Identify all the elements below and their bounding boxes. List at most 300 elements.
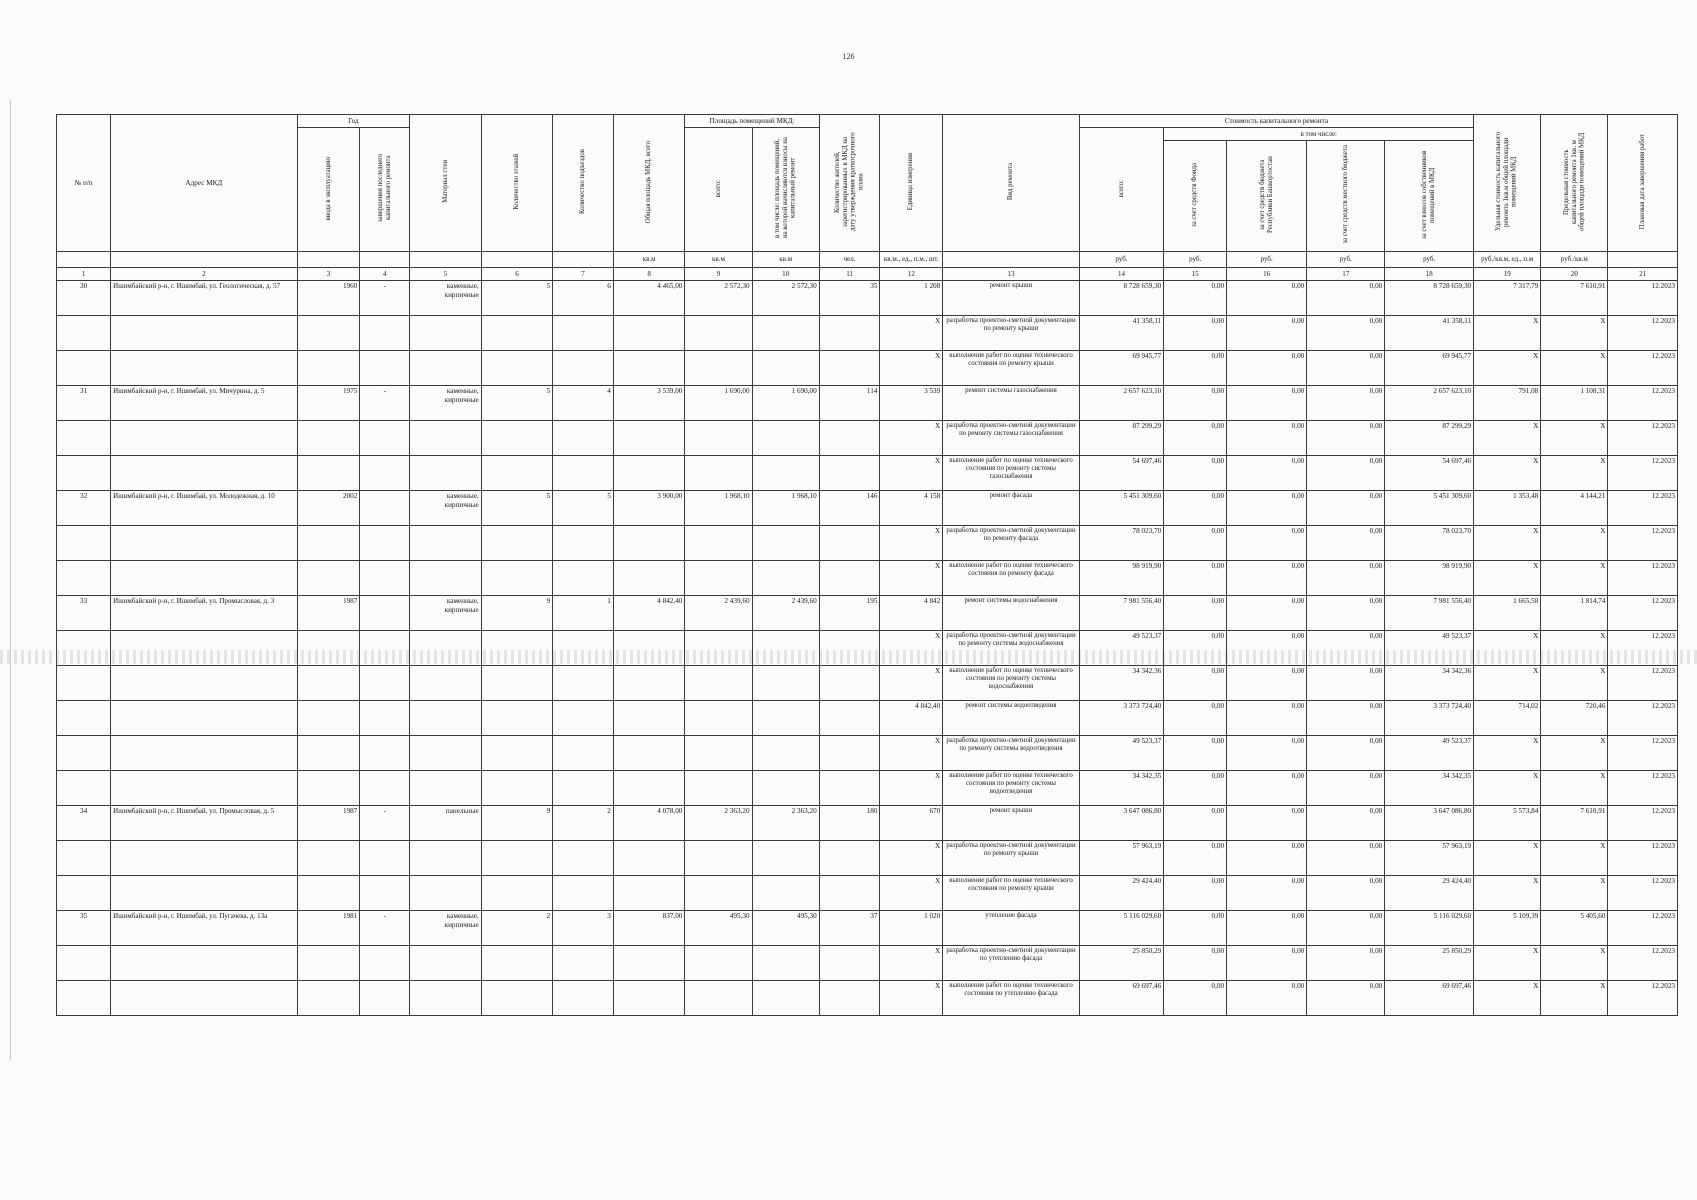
- cell-residents: 180: [819, 806, 880, 841]
- cell-cost-fund: 0,00: [1164, 596, 1227, 631]
- cell-cost-owners: 54 697,46: [1385, 456, 1474, 491]
- cell-floors: [481, 421, 553, 456]
- table-row: [57, 421, 1678, 456]
- cell-repair-type: ремонт крыши: [943, 806, 1080, 841]
- cell-cost-fund: 0,00: [1164, 631, 1227, 666]
- cell-contribution-area: [752, 946, 819, 981]
- cell-repair-type: разработка проектно-сметной документации по ремонту крыши: [943, 316, 1080, 351]
- cell-wall-material: каменные, кирпичные: [410, 386, 482, 421]
- cell-repair-type: выполнение работ по оценке технического состояния по ремонту фасада: [943, 561, 1080, 596]
- cell-entrances: 5: [553, 491, 614, 526]
- cell-completion-date: 12.2023: [1608, 561, 1678, 596]
- cell-unit-cost: 5 573,84: [1474, 806, 1541, 841]
- cell-address: [111, 351, 297, 386]
- unit-cell: руб.: [1385, 252, 1474, 268]
- cell-row-number: 35: [57, 911, 111, 946]
- cell-floors: [481, 351, 553, 386]
- cell-unit-value: 670: [880, 806, 943, 841]
- cell-cost-owners: 34 342,35: [1385, 771, 1474, 806]
- cell-wall-material: [410, 526, 482, 561]
- cell-commissioning-year: [297, 771, 360, 806]
- cell-row-number: [57, 561, 111, 596]
- cell-cost-republic-budget: 0,00: [1227, 596, 1307, 631]
- cell-limit-cost: X: [1541, 456, 1608, 491]
- cell-cost-fund: 0,00: [1164, 666, 1227, 701]
- cell-completion-date: 12.2023: [1608, 316, 1678, 351]
- cell-last-repair-year: -: [360, 386, 410, 421]
- cell-entrances: [553, 981, 614, 1016]
- cell-unit-value: X: [880, 561, 943, 596]
- cell-cost-republic-budget: 0,00: [1227, 526, 1307, 561]
- cell-last-repair-year: [360, 456, 410, 491]
- cell-repair-type: выполнение работ по оценке технического состояния по ремонту системы водоснабжения: [943, 666, 1080, 701]
- cell-cost-republic-budget: 0,00: [1227, 631, 1307, 666]
- cell-limit-cost: X: [1541, 631, 1608, 666]
- cell-floors: 9: [481, 596, 553, 631]
- cell-cost-local-budget: 0,00: [1307, 596, 1385, 631]
- cell-entrances: [553, 351, 614, 386]
- cell-unit-cost: X: [1474, 421, 1541, 456]
- column-number: 13: [943, 268, 1080, 281]
- cell-unit-value: X: [880, 666, 943, 701]
- cell-cost-local-budget: 0,00: [1307, 806, 1385, 841]
- table-row: [57, 631, 1678, 666]
- cell-floors: [481, 981, 553, 1016]
- cell-limit-cost: 7 610,91: [1541, 281, 1608, 316]
- cell-cost-total: 49 523,37: [1079, 631, 1164, 666]
- table-row: [57, 736, 1678, 771]
- cell-total-area: [613, 876, 685, 911]
- column-number: 2: [111, 268, 297, 281]
- cell-residents: [819, 701, 880, 736]
- cell-floors: 9: [481, 806, 553, 841]
- cell-cost-local-budget: 0,00: [1307, 316, 1385, 351]
- cell-cost-local-budget: 0,00: [1307, 631, 1385, 666]
- cell-cost-owners: 49 523,37: [1385, 736, 1474, 771]
- cell-last-repair-year: [360, 666, 410, 701]
- cell-commissioning-year: [297, 526, 360, 561]
- table-row: [57, 386, 1678, 421]
- cell-wall-material: [410, 666, 482, 701]
- cell-last-repair-year: [360, 946, 410, 981]
- cell-cost-local-budget: 0,00: [1307, 666, 1385, 701]
- header-fund: за счет средств Фонда: [1164, 141, 1227, 252]
- cell-wall-material: каменные, кирпичные: [410, 281, 482, 316]
- cell-address: Ишимбайский р-н, г. Ишимбай, ул. Промысловая, д. 5: [111, 806, 297, 841]
- cell-repair-type: выполнение работ по оценке технического состояния по ремонту крыши: [943, 351, 1080, 386]
- column-number: 14: [1079, 268, 1164, 281]
- cell-repair-type: ремонт системы газоснабжения: [943, 386, 1080, 421]
- cell-contribution-area: [752, 876, 819, 911]
- column-number: 3: [297, 268, 360, 281]
- cell-limit-cost: 1 108,31: [1541, 386, 1608, 421]
- cell-cost-fund: 0,00: [1164, 281, 1227, 316]
- header-repair-type: Вид ремонта: [943, 115, 1080, 252]
- cell-residents: [819, 981, 880, 1016]
- cell-last-repair-year: [360, 316, 410, 351]
- unit-cell: [943, 252, 1080, 268]
- table-row: [57, 596, 1678, 631]
- cell-residents: [819, 666, 880, 701]
- table-body: [57, 281, 1678, 1016]
- cell-cost-owners: 57 963,19: [1385, 841, 1474, 876]
- cell-total-area: 837,00: [613, 911, 685, 946]
- cell-entrances: [553, 841, 614, 876]
- cell-commissioning-year: [297, 351, 360, 386]
- table-row: [57, 666, 1678, 701]
- cell-contribution-area: 1 968,10: [752, 491, 819, 526]
- cell-cost-local-budget: 0,00: [1307, 911, 1385, 946]
- table-row: [57, 281, 1678, 316]
- header-total-area: Общая площадь МКД, всего: [613, 115, 685, 252]
- cell-row-number: [57, 316, 111, 351]
- cell-unit-value: X: [880, 456, 943, 491]
- cell-limit-cost: 720,46: [1541, 701, 1608, 736]
- cell-residents: 195: [819, 596, 880, 631]
- cell-total-area: [613, 631, 685, 666]
- cell-address: [111, 561, 297, 596]
- cell-cost-local-budget: 0,00: [1307, 736, 1385, 771]
- cell-cost-local-budget: 0,00: [1307, 281, 1385, 316]
- cell-repair-type: выполнение работ по оценке технического состояния по утеплению фасада: [943, 981, 1080, 1016]
- cell-total-area: [613, 316, 685, 351]
- cell-row-number: [57, 351, 111, 386]
- cell-floors: [481, 666, 553, 701]
- cell-residents: [819, 561, 880, 596]
- cell-cost-fund: 0,00: [1164, 316, 1227, 351]
- cell-unit-cost: X: [1474, 456, 1541, 491]
- cell-residents: 37: [819, 911, 880, 946]
- cell-cost-local-budget: 0,00: [1307, 456, 1385, 491]
- capital-repair-table: [56, 114, 1678, 1016]
- cell-cost-local-budget: 0,00: [1307, 386, 1385, 421]
- cell-row-number: [57, 841, 111, 876]
- column-number: 17: [1307, 268, 1385, 281]
- cell-commissioning-year: [297, 841, 360, 876]
- cell-last-repair-year: [360, 771, 410, 806]
- cell-cost-total: 87 299,29: [1079, 421, 1164, 456]
- cell-cost-total: 29 424,40: [1079, 876, 1164, 911]
- cell-unit-cost: X: [1474, 981, 1541, 1016]
- cell-contribution-area: [752, 351, 819, 386]
- cell-cost-local-budget: 0,00: [1307, 841, 1385, 876]
- cell-contribution-area: [752, 841, 819, 876]
- cell-premises-area: 1 968,10: [685, 491, 752, 526]
- cell-last-repair-year: -: [360, 911, 410, 946]
- cell-address: [111, 701, 297, 736]
- cell-contribution-area: [752, 771, 819, 806]
- cell-unit-value: X: [880, 351, 943, 386]
- column-number: 5: [410, 268, 482, 281]
- cell-residents: 146: [819, 491, 880, 526]
- cell-cost-total: 25 850,29: [1079, 946, 1164, 981]
- column-number: 18: [1385, 268, 1474, 281]
- column-number: 15: [1164, 268, 1227, 281]
- cell-unit-cost: 1 665,58: [1474, 596, 1541, 631]
- cell-wall-material: [410, 736, 482, 771]
- cell-cost-total: 5 116 029,60: [1079, 911, 1164, 946]
- cell-total-area: 3 539,00: [613, 386, 685, 421]
- header-commissioning-year: ввода в эксплуатацию: [297, 128, 360, 252]
- cell-floors: [481, 841, 553, 876]
- cell-repair-type: разработка проектно-сметной документации по ремонту системы водоснабжения: [943, 631, 1080, 666]
- cell-floors: [481, 561, 553, 596]
- cell-completion-date: 12.2023: [1608, 701, 1678, 736]
- cell-floors: [481, 736, 553, 771]
- cell-last-repair-year: [360, 841, 410, 876]
- cell-contribution-area: [752, 701, 819, 736]
- cell-total-area: [613, 736, 685, 771]
- cell-cost-owners: 8 728 659,30: [1385, 281, 1474, 316]
- cell-cost-local-budget: 0,00: [1307, 351, 1385, 386]
- cell-cost-local-budget: 0,00: [1307, 526, 1385, 561]
- cell-total-area: [613, 421, 685, 456]
- cell-residents: [819, 946, 880, 981]
- cell-wall-material: [410, 946, 482, 981]
- cell-premises-area: [685, 981, 752, 1016]
- unit-cell: руб./кв.м, ед., п.м: [1474, 252, 1541, 268]
- cell-completion-date: 12.2023: [1608, 946, 1678, 981]
- cell-unit-value: 4 842,40: [880, 701, 943, 736]
- cell-address: [111, 771, 297, 806]
- cell-completion-date: 12.2023: [1608, 491, 1678, 526]
- cell-contribution-area: 2 572,30: [752, 281, 819, 316]
- cell-row-number: [57, 981, 111, 1016]
- cell-repair-type: разработка проектно-сметной документации по утеплению фасада: [943, 946, 1080, 981]
- cell-repair-type: разработка проектно-сметной документации по ремонту системы водоотведения: [943, 736, 1080, 771]
- cell-floors: [481, 526, 553, 561]
- unit-cell: руб.: [1227, 252, 1307, 268]
- cell-last-repair-year: [360, 421, 410, 456]
- cell-row-number: [57, 666, 111, 701]
- cell-floors: 5: [481, 491, 553, 526]
- unit-cell: [111, 252, 297, 268]
- cell-limit-cost: 1 814,74: [1541, 596, 1608, 631]
- column-number: 9: [685, 268, 752, 281]
- cell-repair-type: ремонт крыши: [943, 281, 1080, 316]
- cell-commissioning-year: [297, 981, 360, 1016]
- unit-cell: кв.м: [752, 252, 819, 268]
- table-row: [57, 701, 1678, 736]
- cell-completion-date: 12.2023: [1608, 526, 1678, 561]
- cell-cost-total: 7 981 556,40: [1079, 596, 1164, 631]
- cell-cost-republic-budget: 0,00: [1227, 491, 1307, 526]
- cell-entrances: 4: [553, 386, 614, 421]
- cell-completion-date: 12.2023: [1608, 876, 1678, 911]
- cell-last-repair-year: [360, 351, 410, 386]
- column-number: 7: [553, 268, 614, 281]
- cell-unit-cost: X: [1474, 526, 1541, 561]
- cell-premises-area: [685, 631, 752, 666]
- cell-cost-republic-budget: 0,00: [1227, 386, 1307, 421]
- cell-unit-cost: X: [1474, 561, 1541, 596]
- cell-last-repair-year: [360, 491, 410, 526]
- cell-premises-area: [685, 666, 752, 701]
- header-entrances: Количество подъездов: [553, 115, 614, 252]
- cell-residents: [819, 771, 880, 806]
- cell-address: [111, 981, 297, 1016]
- cell-premises-area: 1 690,00: [685, 386, 752, 421]
- cell-cost-fund: 0,00: [1164, 806, 1227, 841]
- cell-wall-material: каменные, кирпичные: [410, 491, 482, 526]
- cell-unit-cost: 5 109,39: [1474, 911, 1541, 946]
- cell-last-repair-year: [360, 526, 410, 561]
- header-last-repair-year: завершения последнего капитального ремонта: [360, 128, 410, 252]
- cell-row-number: [57, 771, 111, 806]
- cell-cost-owners: 69 697,46: [1385, 981, 1474, 1016]
- cell-cost-republic-budget: 0,00: [1227, 806, 1307, 841]
- cell-completion-date: 12.2023: [1608, 771, 1678, 806]
- cell-cost-total: 49 523,37: [1079, 736, 1164, 771]
- header-premises-area-group: Площадь помещений МКД:: [685, 115, 819, 128]
- cell-premises-area: 2 363,20: [685, 806, 752, 841]
- cell-last-repair-year: [360, 596, 410, 631]
- cell-residents: [819, 421, 880, 456]
- cell-repair-type: ремонт системы водоотведения: [943, 701, 1080, 736]
- cell-residents: 35: [819, 281, 880, 316]
- cell-unit-value: 4 158: [880, 491, 943, 526]
- cell-floors: [481, 771, 553, 806]
- cell-contribution-area: [752, 456, 819, 491]
- cell-cost-fund: 0,00: [1164, 911, 1227, 946]
- cell-entrances: [553, 316, 614, 351]
- unit-cell: руб.: [1164, 252, 1227, 268]
- cell-cost-republic-budget: 0,00: [1227, 946, 1307, 981]
- header-address: Адрес МКД: [111, 115, 297, 252]
- cell-floors: [481, 456, 553, 491]
- cell-total-area: [613, 526, 685, 561]
- cell-repair-type: разработка проектно-сметной документации по ремонту крыши: [943, 841, 1080, 876]
- cell-commissioning-year: 2002: [297, 491, 360, 526]
- header-completion-date: Плановая дата завершения работ: [1608, 115, 1678, 252]
- cell-residents: [819, 736, 880, 771]
- cell-unit-value: X: [880, 316, 943, 351]
- cell-limit-cost: X: [1541, 946, 1608, 981]
- table-row: [57, 841, 1678, 876]
- cell-floors: 2: [481, 911, 553, 946]
- cell-cost-total: 2 657 623,10: [1079, 386, 1164, 421]
- cell-commissioning-year: 1987: [297, 596, 360, 631]
- cell-wall-material: панельные: [410, 806, 482, 841]
- cell-total-area: 4 842,40: [613, 596, 685, 631]
- table-row: [57, 806, 1678, 841]
- table-row: [57, 351, 1678, 386]
- cell-row-number: [57, 876, 111, 911]
- cell-cost-owners: 98 919,90: [1385, 561, 1474, 596]
- cell-row-number: [57, 456, 111, 491]
- cell-entrances: 1: [553, 596, 614, 631]
- cell-wall-material: [410, 876, 482, 911]
- cell-cost-fund: 0,00: [1164, 351, 1227, 386]
- header-num: № п/п: [57, 115, 111, 252]
- cell-cost-local-budget: 0,00: [1307, 946, 1385, 981]
- cell-unit-value: X: [880, 736, 943, 771]
- header-republic-budget: за счет средств бюджета Республики Башкортостан: [1227, 141, 1307, 252]
- cell-total-area: 4 078,00: [613, 806, 685, 841]
- cell-entrances: 2: [553, 806, 614, 841]
- cell-cost-local-budget: 0,00: [1307, 876, 1385, 911]
- cell-row-number: 31: [57, 386, 111, 421]
- cell-commissioning-year: 1981: [297, 911, 360, 946]
- cell-cost-total: 69 945,77: [1079, 351, 1164, 386]
- cell-limit-cost: X: [1541, 841, 1608, 876]
- header-local-budget: за счет средств местного бюджета: [1307, 141, 1385, 252]
- column-number: 20: [1541, 268, 1608, 281]
- unit-cell: руб./кв.м: [1541, 252, 1608, 268]
- cell-floors: [481, 631, 553, 666]
- cell-commissioning-year: [297, 666, 360, 701]
- cell-total-area: [613, 666, 685, 701]
- scan-edge-mark: [10, 100, 11, 1060]
- cell-contribution-area: [752, 526, 819, 561]
- cell-wall-material: каменные, кирпичные: [410, 911, 482, 946]
- cell-cost-republic-budget: 0,00: [1227, 771, 1307, 806]
- cell-entrances: [553, 946, 614, 981]
- cell-repair-type: разработка проектно-сметной документации по ремонту системы газоснабжения: [943, 421, 1080, 456]
- cell-limit-cost: X: [1541, 421, 1608, 456]
- header-floors: Количество этажей: [481, 115, 553, 252]
- cell-contribution-area: [752, 316, 819, 351]
- cell-residents: [819, 841, 880, 876]
- cell-cost-total: 41 358,11: [1079, 316, 1164, 351]
- unit-cell: руб.: [1079, 252, 1164, 268]
- cell-cost-fund: 0,00: [1164, 386, 1227, 421]
- cell-last-repair-year: [360, 876, 410, 911]
- cell-cost-republic-budget: 0,00: [1227, 666, 1307, 701]
- unit-cell: [410, 252, 482, 268]
- cell-address: [111, 526, 297, 561]
- cell-address: [111, 736, 297, 771]
- cell-repair-type: ремонт фасада: [943, 491, 1080, 526]
- cell-cost-total: 69 697,46: [1079, 981, 1164, 1016]
- unit-cell: кв.м: [613, 252, 685, 268]
- cell-unit-value: 4 842: [880, 596, 943, 631]
- cell-address: [111, 876, 297, 911]
- cell-address: [111, 631, 297, 666]
- cell-premises-area: [685, 771, 752, 806]
- cell-residents: [819, 631, 880, 666]
- cell-unit-cost: X: [1474, 841, 1541, 876]
- column-numbers-row: [57, 268, 1678, 281]
- cell-limit-cost: X: [1541, 526, 1608, 561]
- cell-total-area: [613, 561, 685, 596]
- cell-repair-type: утепление фасада: [943, 911, 1080, 946]
- cell-cost-total: 34 342,35: [1079, 771, 1164, 806]
- cell-limit-cost: X: [1541, 981, 1608, 1016]
- cell-cost-fund: 0,00: [1164, 946, 1227, 981]
- cell-residents: [819, 316, 880, 351]
- cell-unit-cost: X: [1474, 316, 1541, 351]
- cell-completion-date: 12.2023: [1608, 841, 1678, 876]
- unit-cell: чел.: [819, 252, 880, 268]
- header-unit: Единица измерения: [880, 115, 943, 252]
- cell-unit-cost: X: [1474, 736, 1541, 771]
- cell-entrances: [553, 876, 614, 911]
- unit-cell: [1608, 252, 1678, 268]
- cell-cost-fund: 0,00: [1164, 561, 1227, 596]
- cell-row-number: 32: [57, 491, 111, 526]
- cell-completion-date: 12.2023: [1608, 806, 1678, 841]
- column-number: 4: [360, 268, 410, 281]
- cell-repair-type: выполнение работ по оценке технического состояния по ремонту системы газоснабжения: [943, 456, 1080, 491]
- cell-last-repair-year: -: [360, 806, 410, 841]
- cell-last-repair-year: [360, 631, 410, 666]
- cell-commissioning-year: [297, 561, 360, 596]
- table-row: [57, 981, 1678, 1016]
- table-row: [57, 456, 1678, 491]
- cell-cost-republic-budget: 0,00: [1227, 351, 1307, 386]
- cell-entrances: [553, 736, 614, 771]
